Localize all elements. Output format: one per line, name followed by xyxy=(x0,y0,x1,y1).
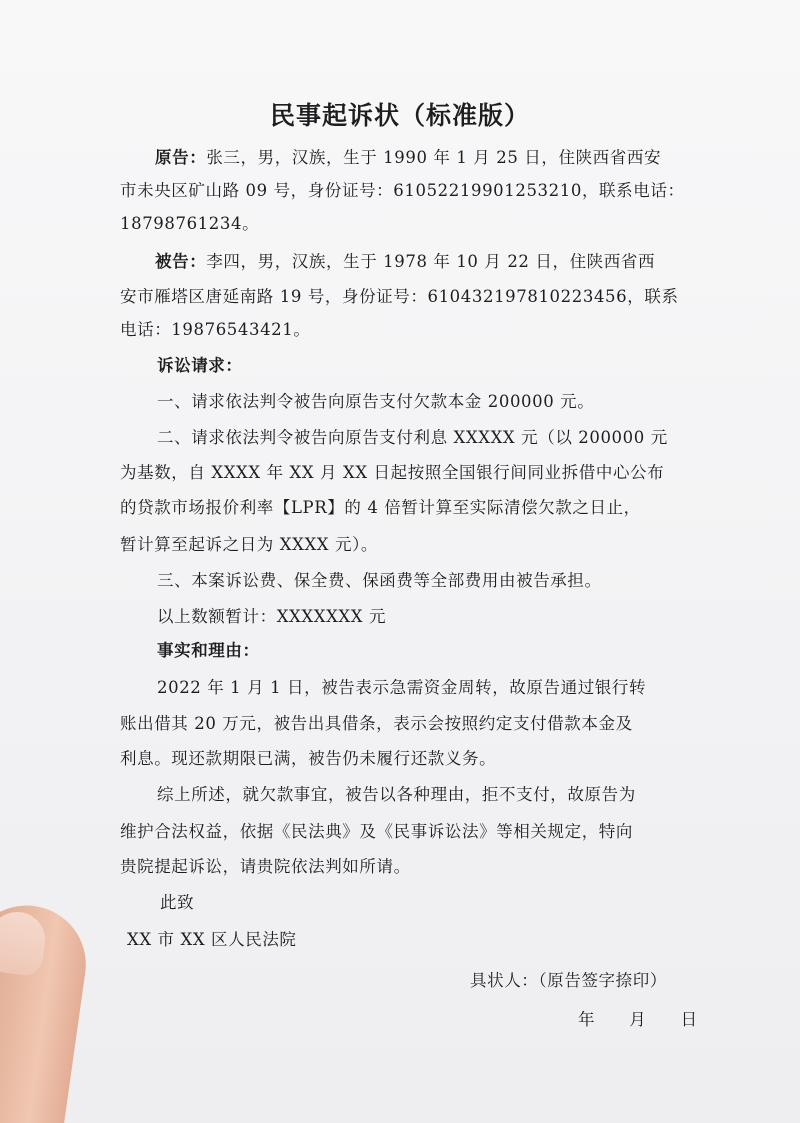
plaintiff-text-1: 张三，男，汉族，生于 1990 年 1 月 25 日，住陕西省西安 xyxy=(206,148,662,167)
claim-item-2-line-4: 暂计算至起诉之日为 XXXX 元）。 xyxy=(120,535,379,554)
defendant-text-1: 李四，男，汉族，生于 1978 年 10 月 22 日，住陕西省西 xyxy=(206,252,656,271)
claim-item-3: 三、本案诉讼费、保全费、保函费等全部费用由被告承担。 xyxy=(157,571,602,590)
facts-p1-line-3: 利息。现还款期限已满，被告仍未履行还款义务。 xyxy=(120,749,497,768)
document-title: 民事起诉状（标准版） xyxy=(269,101,530,130)
facts-p2-line-3: 贵院提起诉讼，请贵院依法判如所请。 xyxy=(120,857,411,876)
claim-item-1: 一、请求依法判令被告向原告支付欠款本金 200000 元。 xyxy=(157,392,595,411)
facts-p2-line-2: 维护合法权益，依据《民法典》及《民事诉讼法》等相关规定，特向 xyxy=(120,822,633,841)
court-name: XX 市 XX 区人民法院 xyxy=(127,930,297,949)
defendant-line-3: 电话：19876543421。 xyxy=(120,320,311,339)
defendant-line-2: 安市雁塔区唐延南路 19 号，身份证号：610432197810223456，联系 xyxy=(120,287,679,306)
signer-line: 具状人：（原告签字捺印） xyxy=(470,971,667,990)
salutation: 此致 xyxy=(160,893,195,912)
finger-photo-artifact xyxy=(0,898,93,1123)
claim-item-2-line-2: 为基数，自 XXXX 年 XX 月 XX 日起按照全国银行间同业拆借中心公布 xyxy=(120,463,665,482)
plaintiff-line-1 xyxy=(155,148,661,168)
claim-item-2-line-3: 的贷款市场报价利率【LPR】的 4 倍暂计算至实际清偿欠款之日止， xyxy=(120,498,641,517)
claims-total: 以上数额暂计：XXXXXXX 元 xyxy=(157,607,387,626)
date-line: 年 月 日 xyxy=(578,1010,698,1029)
plaintiff-line-3: 18798761234。 xyxy=(120,214,260,233)
facts-p2-line-1: 综上所述，就欠款事宜，被告以各种理由，拒不支付，故原告为 xyxy=(157,785,636,804)
claim-item-2-line-1: 二、请求依法判令被告向原告支付利息 XXXXX 元（以 200000 元 xyxy=(157,428,668,447)
facts-p1-line-1: 2022 年 1 月 1 日，被告表示急需资金周转，故原告通过银行转 xyxy=(157,678,647,697)
fingernail xyxy=(0,908,49,977)
defendant-label: 被告： xyxy=(155,252,207,271)
plaintiff-label: 原告： xyxy=(155,148,207,167)
defendant-line-1 xyxy=(155,252,655,272)
facts-heading: 事实和理由： xyxy=(157,641,260,660)
plaintiff-line-2: 市未央区矿山路 09 号，身份证号：61052219901253210，联系电话： xyxy=(120,181,685,200)
claims-heading: 诉讼请求： xyxy=(157,356,243,375)
facts-p1-line-2: 账出借其 20 万元，被告出具借条，表示会按照约定支付借款本金及 xyxy=(120,714,633,733)
